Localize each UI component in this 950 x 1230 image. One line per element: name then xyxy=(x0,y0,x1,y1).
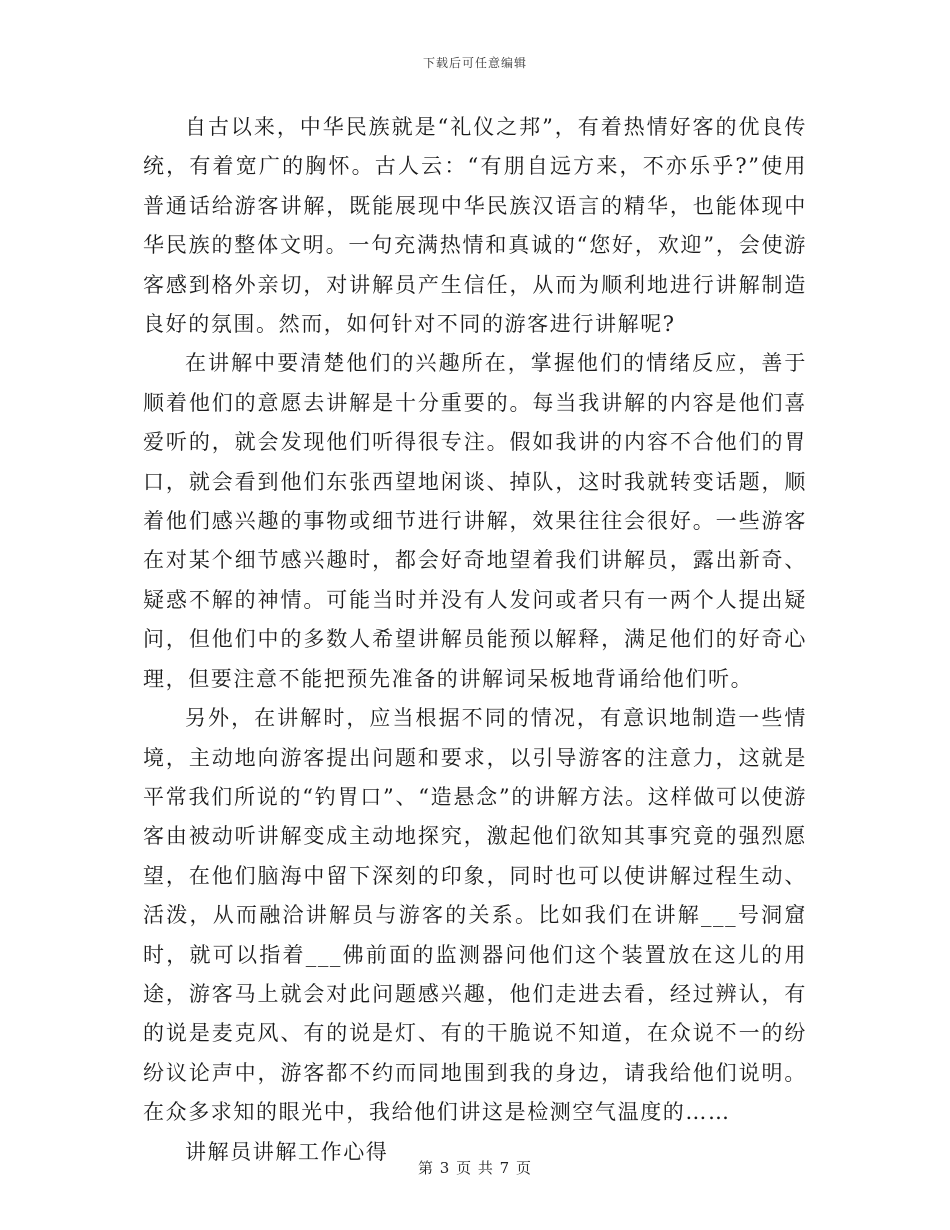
paragraph-3: 另外，在讲解时，应当根据不同的情况，有意识地制造一些情境，主动地向游客提出问题和要求，以引导游客的注意力，这就是平常我们所说的“钓胃口”、“造悬念”的讲解方法。这样做可以使游客由被动听讲解变成主动地探究，激起他们欲知其事究竟的强烈愿望，在他们脑海中留下深刻的印象，同时也可以使讲解过程生动、活泼，从而融洽讲解员与游客的关系。比如我们在讲解___号洞窟时，就可以指着___佛前面的监测器问他们这个装置放在这儿的用途，游客马上就会对此问题感兴趣，他们走进去看，经过辨认，有的说是麦克风、有的说是灯、有的干脆说不知道，在众说不一的纷纷议论声中，游客都不约而同地围到我的身边，请我给他们说明。在众多求知的眼光中，我给他们讲这是检测空气温度的…… xyxy=(143,706,807,1125)
page-number: 第 3 页 共 7 页 xyxy=(418,1159,532,1177)
page-header: 下载后可任意编辑 xyxy=(422,56,527,70)
section-heading: 讲解员讲解工作心得 xyxy=(185,1139,389,1164)
document-body xyxy=(143,108,807,1172)
paragraph-1: 自古以来，中华民族就是“礼仪之邦”，有着热情好客的优良传统，有着宽广的胸怀。古人云：“有朋自远方来，不亦乐乎?”使用普通话给游客讲解，既能展现中华民族汉语言的精华，也能体现中华民族的整体文明。一句充满热情和真诚的“您好，欢迎”，会使游客感到格外亲切，对讲解员产生信任，从而为顺利地进行讲解制造良好的氛围。然而，如何针对不同的游客进行讲解呢? xyxy=(143,115,807,337)
paragraph-2: 在讲解中要清楚他们的兴趣所在，掌握他们的情绪反应，善于顺着他们的意愿去讲解是十分重要的。每当我讲解的内容是他们喜爱听的，就会发现他们听得很专注。假如我讲的内容不合他们的胃口，就会看到他们东张西望地闲谈、掉队，这时我就转变话题，顺着他们感兴趣的事物或细节进行讲解，效果往往会很好。一些游客在对某个细节感兴趣时，都会好奇地望着我们讲解员，露出新奇、疑惑不解的神情。可能当时并没有人发问或者只有一两个人提出疑问，但他们中的多数人希望讲解员能预以解释，满足他们的好奇心理，但要注意不能把预先准备的讲解词呆板地背诵给他们听。 xyxy=(143,351,807,691)
